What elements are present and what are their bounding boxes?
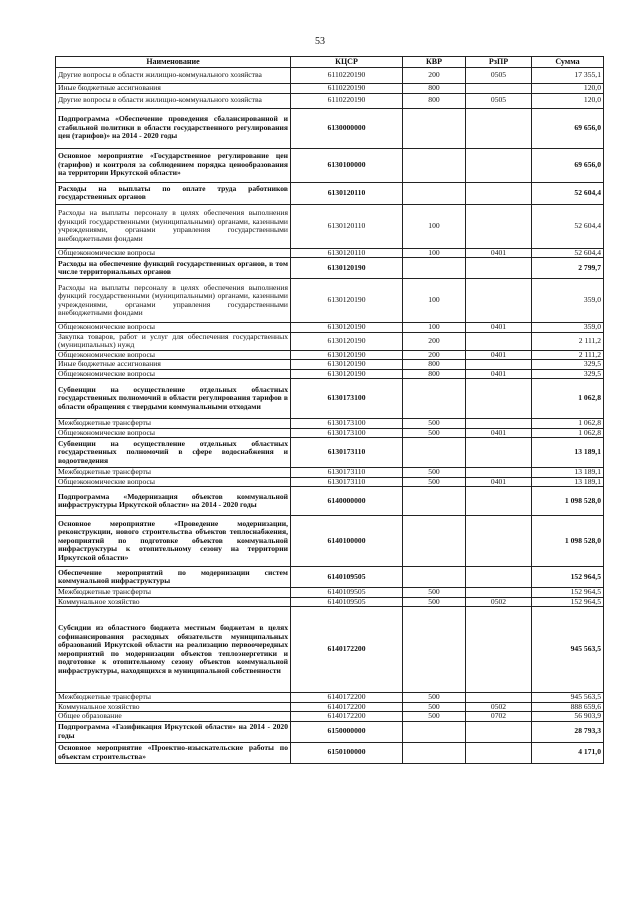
- cell-rzpr: 0502: [466, 702, 532, 712]
- cell-kcsr: 6130120190: [291, 258, 403, 279]
- cell-kcsr: 6140172200: [291, 712, 403, 722]
- cell-name: Подпрограмма «Газификация Иркутской области» на 2014 - 2020 годы: [56, 721, 291, 742]
- cell-kcsr: 6110220190: [291, 93, 403, 108]
- cell-sum: 13 189,1: [532, 477, 604, 487]
- cell-name: Коммунальное хозяйство: [56, 702, 291, 712]
- cell-kvr: 800: [403, 360, 466, 370]
- cell-kcsr: 6130120190: [291, 332, 403, 350]
- table-row: [56, 721, 604, 742]
- table-row: [56, 182, 604, 204]
- cell-rzpr: [466, 258, 532, 279]
- cell-kcsr: 6130120190: [291, 360, 403, 370]
- cell-kcsr: 6140172200: [291, 607, 403, 693]
- cell-sum: 2 111,2: [532, 332, 604, 350]
- cell-name: Межбюджетные трансферты: [56, 468, 291, 478]
- cell-kvr: [403, 516, 466, 567]
- cell-rzpr: 0401: [466, 477, 532, 487]
- cell-kvr: 500: [403, 468, 466, 478]
- cell-rzpr: [466, 567, 532, 588]
- cell-sum: 152 964,5: [532, 567, 604, 588]
- cell-name: Общеэкономические вопросы: [56, 248, 291, 258]
- cell-name: Субвенции на осуществление отдельных областных государственных полномочий в области регулирования тарифов в области обращения с твердыми коммунальными отходами: [56, 379, 291, 419]
- column-header-kvr: КВР: [403, 57, 466, 68]
- cell-name: Коммунальное хозяйство: [56, 597, 291, 607]
- cell-rzpr: [466, 148, 532, 182]
- cell-rzpr: [466, 182, 532, 204]
- cell-rzpr: 0401: [466, 369, 532, 379]
- cell-kvr: 500: [403, 477, 466, 487]
- cell-rzpr: [466, 360, 532, 370]
- column-header-name: Наименование: [56, 57, 291, 68]
- column-header-sum: Сумма: [532, 57, 604, 68]
- cell-sum: 329,5: [532, 369, 604, 379]
- cell-name: Основное мероприятие «Проектно-изыскательские работы по объектам строительства»: [56, 742, 291, 763]
- cell-rzpr: [466, 332, 532, 350]
- cell-rzpr: 0401: [466, 248, 532, 258]
- cell-kcsr: 6130120190: [291, 323, 403, 333]
- cell-name: Основное мероприятие «Государственное регулирование цен (тарифов) и контроля за соблюдением порядка ценообразования на территории Иркутской области»: [56, 148, 291, 182]
- cell-kcsr: 6110220190: [291, 84, 403, 94]
- cell-sum: 2 111,2: [532, 350, 604, 360]
- cell-name: Общеэкономические вопросы: [56, 323, 291, 333]
- cell-kvr: [403, 567, 466, 588]
- cell-rzpr: 0505: [466, 68, 532, 84]
- cell-name: Расходы на выплаты персоналу в целях обеспечения выполнения функций государственными (муниципальными) органами, казенными учреждениями, органами управления государственными внебюджетными фондами: [56, 279, 291, 323]
- cell-name: Межбюджетные трансферты: [56, 588, 291, 598]
- table-row: [56, 369, 604, 379]
- cell-kcsr: 6140109505: [291, 588, 403, 598]
- cell-kcsr: 6130120190: [291, 369, 403, 379]
- cell-sum: 69 656,0: [532, 148, 604, 182]
- cell-kvr: 500: [403, 419, 466, 429]
- cell-sum: 4 171,0: [532, 742, 604, 763]
- cell-rzpr: 0401: [466, 323, 532, 333]
- cell-rzpr: [466, 607, 532, 693]
- cell-kvr: [403, 487, 466, 516]
- cell-kcsr: 6130173110: [291, 438, 403, 468]
- cell-sum: 329,5: [532, 360, 604, 370]
- cell-kcsr: 6150000000: [291, 721, 403, 742]
- cell-name: Иные бюджетные ассигнования: [56, 84, 291, 94]
- table-row: [56, 108, 604, 148]
- cell-kcsr: 6130173110: [291, 468, 403, 478]
- cell-kvr: [403, 438, 466, 468]
- cell-rzpr: [466, 279, 532, 323]
- cell-rzpr: [466, 487, 532, 516]
- table-row: [56, 477, 604, 487]
- cell-name: Другие вопросы в области жилищно-коммунального хозяйства: [56, 68, 291, 84]
- table-row: [56, 332, 604, 350]
- cell-name: Подпрограмма «Обеспечение проведения сбалансированной и стабильной политики в области государственного регулирования цен (тарифов)» на 2014 - 2020 годы: [56, 108, 291, 148]
- cell-rzpr: [466, 742, 532, 763]
- table-row: [56, 93, 604, 108]
- table-row: [56, 148, 604, 182]
- table-row: [56, 567, 604, 588]
- cell-sum: 56 903,9: [532, 712, 604, 722]
- cell-rzpr: [466, 204, 532, 248]
- cell-sum: 359,0: [532, 279, 604, 323]
- cell-name: Расходы на выплаты по оплате труда работников государственных органов: [56, 182, 291, 204]
- cell-kvr: [403, 148, 466, 182]
- cell-kvr: [403, 607, 466, 693]
- cell-kvr: [403, 108, 466, 148]
- table-row: [56, 258, 604, 279]
- cell-sum: 945 563,5: [532, 693, 604, 703]
- cell-kcsr: 6130173100: [291, 428, 403, 438]
- column-header-kcsr: КЦСР: [291, 57, 403, 68]
- cell-sum: 152 964,5: [532, 597, 604, 607]
- cell-sum: 888 659,6: [532, 702, 604, 712]
- cell-sum: 69 656,0: [532, 108, 604, 148]
- budget-table: [55, 56, 604, 764]
- table-row: [56, 379, 604, 419]
- cell-kvr: [403, 379, 466, 419]
- table-row: [56, 323, 604, 333]
- cell-kvr: 500: [403, 597, 466, 607]
- cell-sum: 1 098 528,0: [532, 516, 604, 567]
- cell-name: Обеспечение мероприятий по модернизации систем коммунальной инфраструктуры: [56, 567, 291, 588]
- cell-sum: 120,0: [532, 84, 604, 94]
- cell-kcsr: 6140109505: [291, 567, 403, 588]
- cell-kvr: 100: [403, 248, 466, 258]
- cell-name: Общее образование: [56, 712, 291, 722]
- cell-kvr: 800: [403, 84, 466, 94]
- table-row: [56, 279, 604, 323]
- cell-kvr: 800: [403, 93, 466, 108]
- cell-kvr: [403, 258, 466, 279]
- table-header-row: [56, 57, 604, 68]
- cell-name: Расходы на обеспечение функций государственных органов, в том числе территориальных органов: [56, 258, 291, 279]
- cell-sum: 52 604,4: [532, 204, 604, 248]
- cell-kvr: 200: [403, 68, 466, 84]
- cell-name: Расходы на выплаты персоналу в целях обеспечения выполнения функций государственными (муниципальными) органами, казенными учреждениями, органами управления государственными внебюджетными фондами: [56, 204, 291, 248]
- table-row: [56, 588, 604, 598]
- cell-rzpr: 0401: [466, 350, 532, 360]
- cell-sum: 13 189,1: [532, 468, 604, 478]
- table-row: [56, 516, 604, 567]
- cell-rzpr: [466, 721, 532, 742]
- cell-sum: 359,0: [532, 323, 604, 333]
- cell-sum: 17 355,1: [532, 68, 604, 84]
- cell-kvr: 500: [403, 693, 466, 703]
- cell-kvr: 100: [403, 323, 466, 333]
- cell-kvr: 500: [403, 702, 466, 712]
- cell-kvr: 800: [403, 369, 466, 379]
- cell-rzpr: [466, 419, 532, 429]
- cell-kcsr: 6130120110: [291, 204, 403, 248]
- cell-kvr: [403, 742, 466, 763]
- cell-rzpr: [466, 468, 532, 478]
- cell-kvr: 100: [403, 279, 466, 323]
- cell-sum: 1 098 528,0: [532, 487, 604, 516]
- cell-rzpr: 0401: [466, 428, 532, 438]
- page-number: 53: [315, 36, 325, 47]
- cell-kvr: 100: [403, 204, 466, 248]
- cell-kcsr: 6150100000: [291, 742, 403, 763]
- cell-kvr: [403, 721, 466, 742]
- cell-name: Другие вопросы в области жилищно-коммунального хозяйства: [56, 93, 291, 108]
- cell-kcsr: 6140172200: [291, 702, 403, 712]
- cell-kvr: 500: [403, 588, 466, 598]
- cell-name: Закупка товаров, работ и услуг для обеспечения государственных (муниципальных) нужд: [56, 332, 291, 350]
- cell-kcsr: 6130120110: [291, 248, 403, 258]
- cell-sum: 1 062,8: [532, 379, 604, 419]
- cell-kcsr: 6130120190: [291, 279, 403, 323]
- cell-rzpr: 0502: [466, 597, 532, 607]
- cell-name: Субсидии из областного бюджета местным бюджетам в целях софинансирования расходных обязательств муниципальных образований Иркутской области на реализацию первоочередных мероприятий по модернизации объектов теплоэнергетики и подготовке к отопительному сезону объектов коммунальной инфраструктуры, находящихся в муниципальной собственности: [56, 607, 291, 693]
- cell-sum: 1 062,8: [532, 419, 604, 429]
- cell-name: Субвенции на осуществление отдельных областных государственных полномочий в сфере водоснабжения и водоотведения: [56, 438, 291, 468]
- table-row: [56, 693, 604, 703]
- table-row: [56, 360, 604, 370]
- cell-name: Межбюджетные трансферты: [56, 419, 291, 429]
- cell-kcsr: 6130173110: [291, 477, 403, 487]
- cell-sum: 120,0: [532, 93, 604, 108]
- cell-kcsr: 6130000000: [291, 108, 403, 148]
- table-row: [56, 428, 604, 438]
- table-row: [56, 597, 604, 607]
- cell-kcsr: 6110220190: [291, 68, 403, 84]
- cell-name: Общеэкономические вопросы: [56, 477, 291, 487]
- cell-name: Общеэкономические вопросы: [56, 350, 291, 360]
- table-body: [56, 68, 604, 764]
- table-row: [56, 712, 604, 722]
- table-row: [56, 68, 604, 84]
- cell-name: Иные бюджетные ассигнования: [56, 360, 291, 370]
- cell-sum: 28 793,3: [532, 721, 604, 742]
- table-row: [56, 487, 604, 516]
- cell-kvr: 500: [403, 712, 466, 722]
- cell-rzpr: [466, 438, 532, 468]
- cell-kvr: [403, 182, 466, 204]
- cell-rzpr: 0702: [466, 712, 532, 722]
- cell-name: Подпрограмма «Модернизация объектов коммунальной инфраструктуры Иркутской области» на 2014 - 2020 годы: [56, 487, 291, 516]
- table-row: [56, 204, 604, 248]
- cell-kcsr: 6130100000: [291, 148, 403, 182]
- table-row: [56, 84, 604, 94]
- table-row: [56, 468, 604, 478]
- cell-kvr: 200: [403, 332, 466, 350]
- table-row: [56, 419, 604, 429]
- cell-rzpr: [466, 379, 532, 419]
- cell-kcsr: 6130173100: [291, 419, 403, 429]
- cell-rzpr: [466, 588, 532, 598]
- cell-kcsr: 6140100000: [291, 516, 403, 567]
- cell-sum: 1 062,8: [532, 428, 604, 438]
- cell-rzpr: 0505: [466, 93, 532, 108]
- cell-name: Общеэкономические вопросы: [56, 369, 291, 379]
- cell-kcsr: 6140172200: [291, 693, 403, 703]
- cell-name: Общеэкономические вопросы: [56, 428, 291, 438]
- cell-sum: 945 563,5: [532, 607, 604, 693]
- cell-kcsr: 6130120190: [291, 350, 403, 360]
- cell-kcsr: 6140109505: [291, 597, 403, 607]
- cell-kcsr: 6140000000: [291, 487, 403, 516]
- cell-rzpr: [466, 693, 532, 703]
- cell-kcsr: 6130120110: [291, 182, 403, 204]
- cell-rzpr: [466, 84, 532, 94]
- cell-kcsr: 6130173100: [291, 379, 403, 419]
- cell-kvr: 500: [403, 428, 466, 438]
- table-row: [56, 438, 604, 468]
- cell-sum: 152 964,5: [532, 588, 604, 598]
- cell-kvr: 200: [403, 350, 466, 360]
- cell-rzpr: [466, 516, 532, 567]
- cell-sum: 52 604,4: [532, 248, 604, 258]
- table-row: [56, 742, 604, 763]
- table-row: [56, 607, 604, 693]
- table-row: [56, 248, 604, 258]
- cell-name: Основное мероприятие «Проведение модернизации, реконструкции, нового строительства объектов теплоснабжения, мероприятий по подготовке объектов коммунальной инфраструктуры к отопительному сезону на территории Иркутской области»: [56, 516, 291, 567]
- cell-sum: 2 799,7: [532, 258, 604, 279]
- cell-name: Межбюджетные трансферты: [56, 693, 291, 703]
- column-header-rzpr: РзПР: [466, 57, 532, 68]
- cell-sum: 52 604,4: [532, 182, 604, 204]
- cell-rzpr: [466, 108, 532, 148]
- cell-sum: 13 189,1: [532, 438, 604, 468]
